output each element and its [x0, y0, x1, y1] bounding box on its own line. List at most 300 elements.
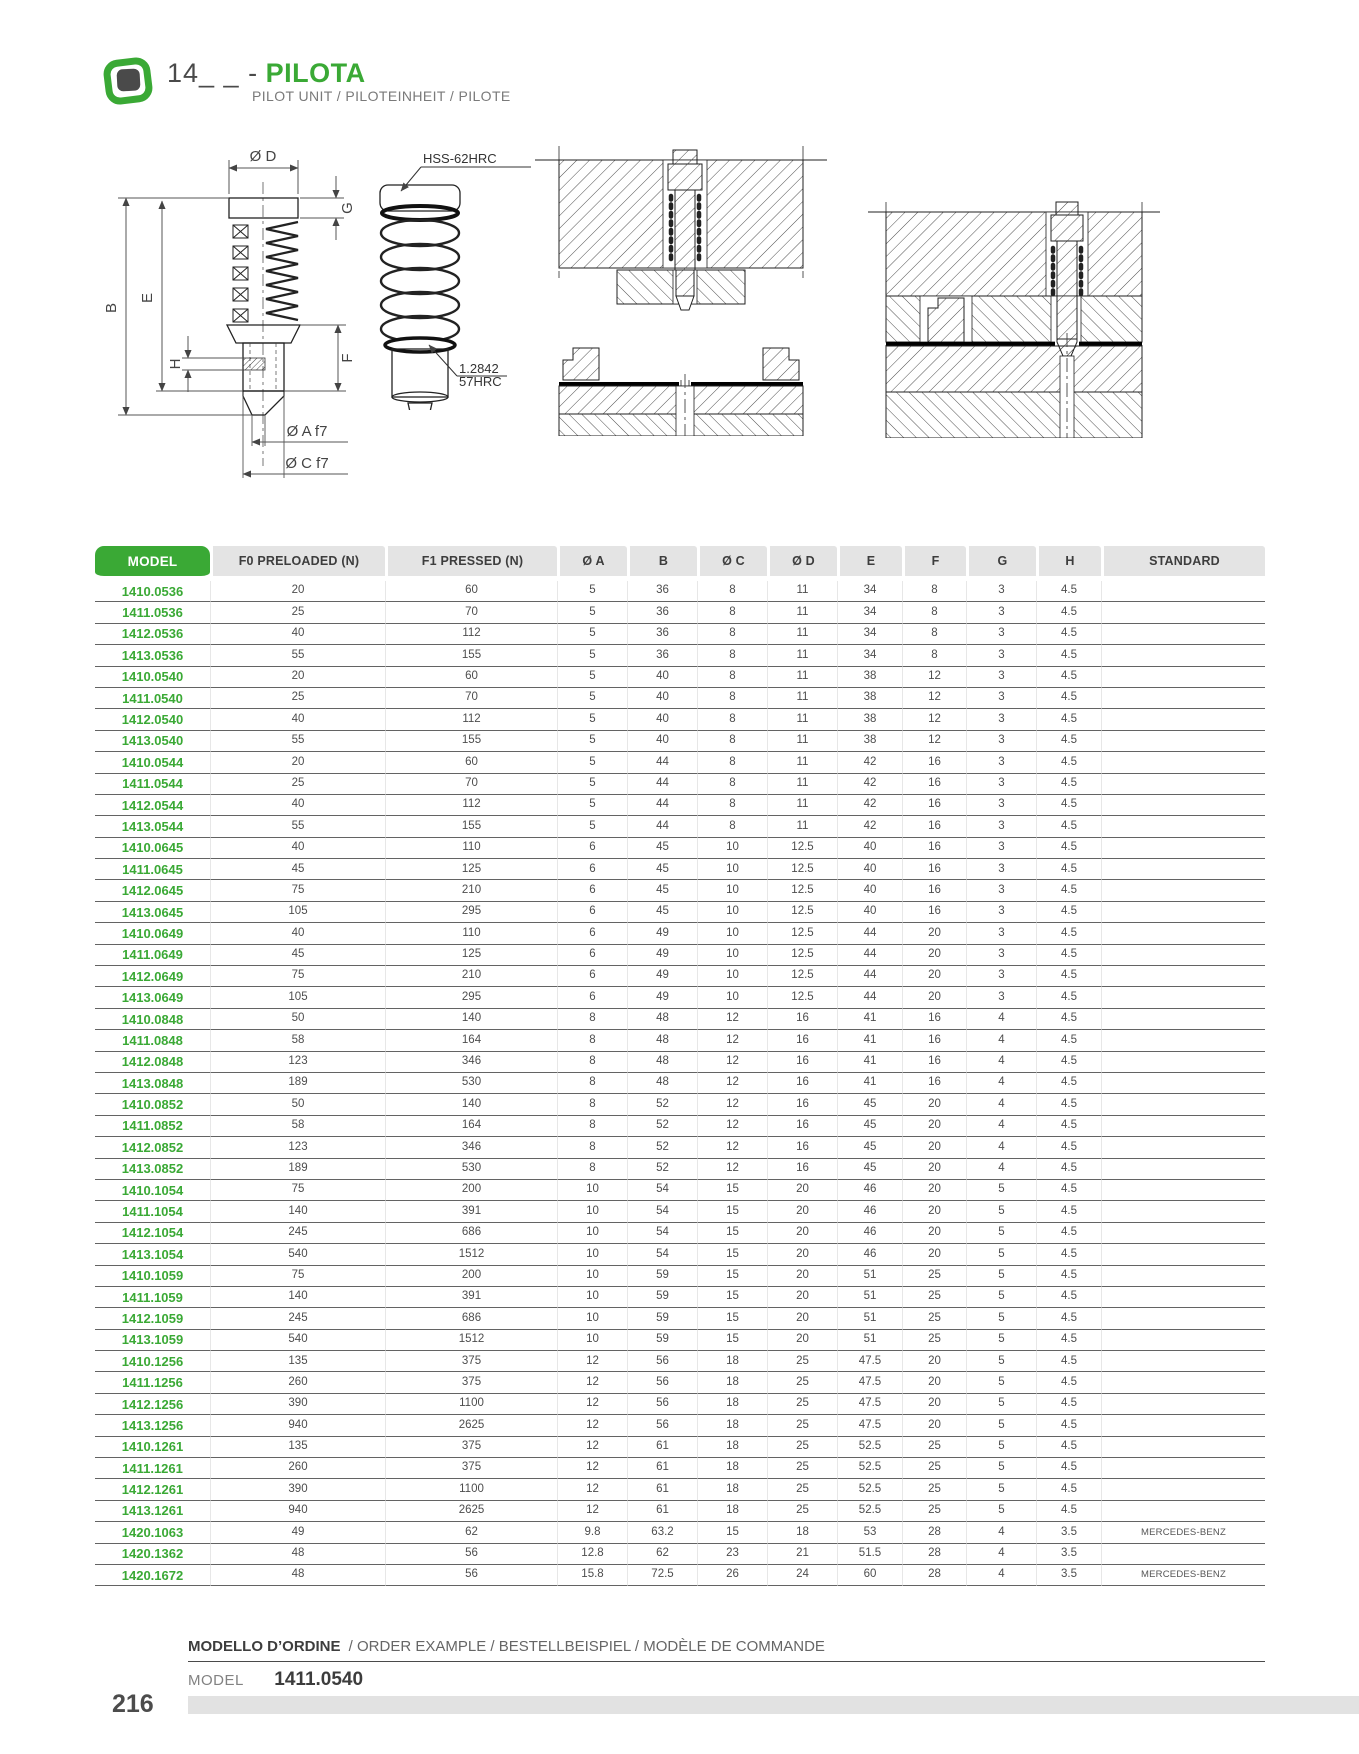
model-cell: 1413.0544	[95, 816, 210, 837]
table-row	[95, 1116, 1265, 1137]
standard-cell	[1101, 1394, 1265, 1415]
value-cell: 59	[627, 1287, 697, 1308]
model-cell: 1410.0544	[95, 752, 210, 773]
value-cell: 20	[210, 581, 385, 602]
value-cell: 5	[966, 1351, 1036, 1372]
value-cell: 4.5	[1036, 752, 1101, 773]
value-cell: 8	[697, 581, 767, 602]
model-cell: 1412.0540	[95, 709, 210, 730]
value-cell: 20	[902, 1394, 966, 1415]
value-cell: 245	[210, 1223, 385, 1244]
value-cell: 5	[966, 1437, 1036, 1458]
value-cell: 4.5	[1036, 731, 1101, 752]
value-cell: 4	[966, 1544, 1036, 1565]
value-cell: 245	[210, 1308, 385, 1329]
value-cell: 4.5	[1036, 1458, 1101, 1479]
value-cell: 59	[627, 1330, 697, 1351]
value-cell: 5	[557, 624, 627, 645]
model-cell: 1410.0848	[95, 1009, 210, 1030]
value-cell: 48	[627, 1052, 697, 1073]
value-cell: 12.8	[557, 1544, 627, 1565]
column-header-standard: STANDARD	[1101, 546, 1265, 581]
standard-cell	[1101, 880, 1265, 901]
table-row	[95, 1479, 1265, 1500]
value-cell: 20	[902, 1201, 966, 1222]
model-cell: 1412.0645	[95, 880, 210, 901]
value-cell: 6	[557, 838, 627, 859]
value-cell: 61	[627, 1458, 697, 1479]
model-cell: 1411.1059	[95, 1287, 210, 1308]
order-example-heading-translations: / ORDER EXAMPLE / BESTELLBEISPIEL / MODÈLE DE COMMANDE	[348, 1638, 825, 1655]
table-row	[95, 1330, 1265, 1351]
model-cell: 1411.0536	[95, 602, 210, 623]
value-cell: 4.5	[1036, 1308, 1101, 1329]
model-cell: 1410.0645	[95, 838, 210, 859]
value-cell: 52.5	[837, 1458, 902, 1479]
value-cell: 60	[385, 667, 557, 688]
value-cell: 164	[385, 1030, 557, 1051]
value-cell: 4.5	[1036, 1244, 1101, 1265]
standard-cell	[1101, 902, 1265, 923]
value-cell: 4.5	[1036, 1479, 1101, 1500]
value-cell: 11	[767, 752, 837, 773]
value-cell: 155	[385, 731, 557, 752]
model-cell: 1413.1261	[95, 1501, 210, 1522]
value-cell: 10	[697, 987, 767, 1008]
model-cell: 1412.1059	[95, 1308, 210, 1329]
value-cell: 8	[697, 645, 767, 666]
value-cell: 390	[210, 1479, 385, 1500]
value-cell: 4.5	[1036, 1137, 1101, 1158]
family-code: 14_ _ -	[167, 58, 259, 88]
value-cell: 36	[627, 624, 697, 645]
value-cell: 4.5	[1036, 688, 1101, 709]
standard-cell	[1101, 838, 1265, 859]
table-row	[95, 667, 1265, 688]
value-cell: 10	[697, 966, 767, 987]
table-row	[95, 1287, 1265, 1308]
value-cell: 8	[697, 624, 767, 645]
value-cell: 18	[767, 1522, 837, 1543]
value-cell: 20	[767, 1180, 837, 1201]
model-cell: 1413.0536	[95, 645, 210, 666]
value-cell: 20	[210, 667, 385, 688]
model-cell: 1420.1672	[95, 1565, 210, 1586]
value-cell: 3.5	[1036, 1544, 1101, 1565]
value-cell: 3	[966, 859, 1036, 880]
value-cell: 155	[385, 816, 557, 837]
standard-cell	[1101, 945, 1265, 966]
value-cell: 75	[210, 880, 385, 901]
value-cell: 50	[210, 1009, 385, 1030]
value-cell: 16	[902, 1009, 966, 1030]
value-cell: 25	[902, 1479, 966, 1500]
value-cell: 4	[966, 1522, 1036, 1543]
value-cell: 4.5	[1036, 795, 1101, 816]
value-cell: 16	[902, 902, 966, 923]
value-cell: 3	[966, 581, 1036, 602]
value-cell: 59	[627, 1266, 697, 1287]
column-header-f: F	[902, 546, 966, 581]
model-cell: 1413.0645	[95, 902, 210, 923]
value-cell: 12	[557, 1501, 627, 1522]
value-cell: 40	[837, 880, 902, 901]
value-cell: 8	[697, 816, 767, 837]
value-cell: 164	[385, 1116, 557, 1137]
value-cell: 44	[837, 966, 902, 987]
value-cell: 12	[902, 709, 966, 730]
value-cell: 3	[966, 667, 1036, 688]
value-cell: 110	[385, 923, 557, 944]
model-cell: 1413.1054	[95, 1244, 210, 1265]
table-row	[95, 966, 1265, 987]
value-cell: 4.5	[1036, 859, 1101, 880]
value-cell: 25	[767, 1394, 837, 1415]
value-cell: 40	[210, 709, 385, 730]
value-cell: 3	[966, 966, 1036, 987]
value-cell: 4	[966, 1159, 1036, 1180]
table-row	[95, 1073, 1265, 1094]
model-cell: 1411.1054	[95, 1201, 210, 1222]
standard-cell	[1101, 1030, 1265, 1051]
order-model-value: 1411.0540	[274, 1669, 364, 1690]
value-cell: 61	[627, 1437, 697, 1458]
table-row	[95, 1544, 1265, 1565]
value-cell: 18	[697, 1501, 767, 1522]
value-cell: 8	[557, 1009, 627, 1030]
value-cell: 12.5	[767, 859, 837, 880]
page-subtitle: PILOT UNIT / PILOTEINHEIT / PILOTE	[252, 88, 511, 104]
value-cell: 38	[837, 731, 902, 752]
value-cell: 45	[210, 859, 385, 880]
value-cell: 20	[767, 1201, 837, 1222]
order-model-label: MODEL	[188, 1672, 244, 1689]
value-cell: 4	[966, 1094, 1036, 1115]
value-cell: 56	[627, 1394, 697, 1415]
column-header-e: E	[837, 546, 902, 581]
value-cell: 56	[627, 1415, 697, 1436]
value-cell: 16	[902, 859, 966, 880]
model-cell: 1413.0649	[95, 987, 210, 1008]
value-cell: 44	[837, 923, 902, 944]
value-cell: 10	[557, 1180, 627, 1201]
value-cell: 51	[837, 1266, 902, 1287]
value-cell: 40	[210, 923, 385, 944]
value-cell: 1100	[385, 1479, 557, 1500]
value-cell: 20	[902, 923, 966, 944]
value-cell: 23	[697, 1544, 767, 1565]
value-cell: 5	[966, 1372, 1036, 1393]
value-cell: 6	[557, 987, 627, 1008]
value-cell: 8	[697, 752, 767, 773]
value-cell: 540	[210, 1244, 385, 1265]
value-cell: 40	[210, 624, 385, 645]
table-row	[95, 1201, 1265, 1222]
value-cell: 49	[210, 1522, 385, 1543]
value-cell: 4.5	[1036, 1201, 1101, 1222]
value-cell: 11	[767, 816, 837, 837]
column-header-b: B	[627, 546, 697, 581]
value-cell: 61	[627, 1501, 697, 1522]
value-cell: 8	[557, 1094, 627, 1115]
value-cell: 5	[966, 1458, 1036, 1479]
value-cell: 189	[210, 1073, 385, 1094]
value-cell: 52	[627, 1094, 697, 1115]
value-cell: 56	[385, 1544, 557, 1565]
value-cell: 25	[902, 1308, 966, 1329]
dim-label-c: Ø C f7	[285, 455, 329, 472]
value-cell: 49	[627, 923, 697, 944]
table-row	[95, 1351, 1265, 1372]
value-cell: 11	[767, 602, 837, 623]
value-cell: 61	[627, 1479, 697, 1500]
model-cell: 1420.1063	[95, 1522, 210, 1543]
standard-cell: MERCEDES-BENZ	[1101, 1565, 1265, 1586]
standard-cell	[1101, 1116, 1265, 1137]
value-cell: 10	[697, 923, 767, 944]
value-cell: 375	[385, 1458, 557, 1479]
value-cell: 16	[767, 1116, 837, 1137]
value-cell: 4	[966, 1052, 1036, 1073]
value-cell: 47.5	[837, 1394, 902, 1415]
standard-cell	[1101, 1415, 1265, 1436]
value-cell: 12	[902, 731, 966, 752]
table-row	[95, 987, 1265, 1008]
value-cell: 48	[627, 1009, 697, 1030]
value-cell: 4.5	[1036, 1094, 1101, 1115]
value-cell: 1512	[385, 1244, 557, 1265]
standard-cell	[1101, 1501, 1265, 1522]
table-row	[95, 1565, 1265, 1586]
dimension-drawing	[100, 130, 370, 480]
value-cell: 36	[627, 602, 697, 623]
value-cell: 34	[837, 645, 902, 666]
value-cell: 4.5	[1036, 645, 1101, 666]
value-cell: 260	[210, 1372, 385, 1393]
value-cell: 20	[767, 1244, 837, 1265]
value-cell: 8	[697, 667, 767, 688]
value-cell: 11	[767, 581, 837, 602]
material-label: 1.2842	[459, 361, 499, 376]
value-cell: 56	[385, 1565, 557, 1586]
value-cell: 48	[210, 1565, 385, 1586]
value-cell: 16	[902, 880, 966, 901]
standard-cell	[1101, 1159, 1265, 1180]
value-cell: 5	[966, 1266, 1036, 1287]
model-cell: 1411.0649	[95, 945, 210, 966]
value-cell: 12	[697, 1137, 767, 1158]
value-cell: 15	[697, 1223, 767, 1244]
value-cell: 38	[837, 688, 902, 709]
value-cell: 24	[767, 1565, 837, 1586]
value-cell: 20	[902, 1116, 966, 1137]
model-cell: 1410.1054	[95, 1180, 210, 1201]
standard-cell	[1101, 1094, 1265, 1115]
value-cell: 10	[557, 1330, 627, 1351]
value-cell: 40	[627, 688, 697, 709]
value-cell: 189	[210, 1159, 385, 1180]
value-cell: 52.5	[837, 1479, 902, 1500]
table-row	[95, 859, 1265, 880]
value-cell: 42	[837, 816, 902, 837]
value-cell: 55	[210, 816, 385, 837]
value-cell: 49	[627, 945, 697, 966]
value-cell: 40	[627, 709, 697, 730]
value-cell: 20	[767, 1308, 837, 1329]
value-cell: 10	[557, 1223, 627, 1244]
value-cell: 686	[385, 1223, 557, 1244]
value-cell: 135	[210, 1351, 385, 1372]
model-cell: 1410.1261	[95, 1437, 210, 1458]
value-cell: 20	[767, 1266, 837, 1287]
value-cell: 4.5	[1036, 945, 1101, 966]
value-cell: 4.5	[1036, 602, 1101, 623]
standard-cell	[1101, 1201, 1265, 1222]
value-cell: 8	[557, 1052, 627, 1073]
value-cell: 11	[767, 731, 837, 752]
table-row	[95, 1180, 1265, 1201]
value-cell: 8	[697, 602, 767, 623]
value-cell: 49	[627, 966, 697, 987]
model-cell: 1413.0848	[95, 1073, 210, 1094]
value-cell: 375	[385, 1437, 557, 1458]
value-cell: 25	[902, 1437, 966, 1458]
value-cell: 56	[627, 1372, 697, 1393]
standard-cell	[1101, 581, 1265, 602]
value-cell: 52	[627, 1159, 697, 1180]
value-cell: 5	[557, 667, 627, 688]
value-cell: 51	[837, 1330, 902, 1351]
value-cell: 3	[966, 838, 1036, 859]
table-row	[95, 945, 1265, 966]
value-cell: 5	[966, 1180, 1036, 1201]
column-header-model: MODEL	[95, 546, 210, 581]
model-cell: 1412.1054	[95, 1223, 210, 1244]
dim-label-e: E	[139, 292, 156, 304]
standard-cell	[1101, 752, 1265, 773]
table-row	[95, 923, 1265, 944]
page-number: 216	[112, 1690, 154, 1718]
value-cell: 36	[627, 581, 697, 602]
value-cell: 10	[557, 1244, 627, 1265]
value-cell: 4.5	[1036, 1116, 1101, 1137]
value-cell: 28	[902, 1544, 966, 1565]
value-cell: 530	[385, 1073, 557, 1094]
value-cell: 20	[902, 1351, 966, 1372]
standard-cell	[1101, 1009, 1265, 1030]
column-header-a: Ø A	[557, 546, 627, 581]
model-cell: 1413.1059	[95, 1330, 210, 1351]
value-cell: 50	[210, 1094, 385, 1115]
value-cell: 53	[837, 1522, 902, 1543]
value-cell: 5	[557, 752, 627, 773]
table-row	[95, 602, 1265, 623]
value-cell: 58	[210, 1030, 385, 1051]
value-cell: 4.5	[1036, 966, 1101, 987]
value-cell: 4.5	[1036, 1223, 1101, 1244]
value-cell: 540	[210, 1330, 385, 1351]
value-cell: 15	[697, 1201, 767, 1222]
value-cell: 16	[902, 795, 966, 816]
table-row	[95, 1394, 1265, 1415]
value-cell: 140	[210, 1287, 385, 1308]
value-cell: 16	[902, 774, 966, 795]
value-cell: 10	[697, 859, 767, 880]
value-cell: 4.5	[1036, 816, 1101, 837]
value-cell: 105	[210, 987, 385, 1008]
value-cell: 4.5	[1036, 923, 1101, 944]
standard-cell	[1101, 1180, 1265, 1201]
value-cell: 12	[557, 1351, 627, 1372]
value-cell: 60	[385, 752, 557, 773]
value-cell: 686	[385, 1308, 557, 1329]
value-cell: 52.5	[837, 1501, 902, 1522]
value-cell: 3	[966, 752, 1036, 773]
value-cell: 16	[902, 752, 966, 773]
table-row	[95, 731, 1265, 752]
model-cell: 1410.0536	[95, 581, 210, 602]
value-cell: 375	[385, 1351, 557, 1372]
value-cell: 6	[557, 966, 627, 987]
value-cell: 5	[557, 581, 627, 602]
die-section-open-drawing	[535, 138, 827, 436]
dim-label-b: B	[103, 302, 120, 314]
value-cell: 4.5	[1036, 1415, 1101, 1436]
value-cell: 41	[837, 1009, 902, 1030]
value-cell: 4.5	[1036, 1073, 1101, 1094]
value-cell: 16	[767, 1009, 837, 1030]
value-cell: 112	[385, 624, 557, 645]
table-row	[95, 1244, 1265, 1265]
value-cell: 16	[902, 816, 966, 837]
value-cell: 48	[210, 1544, 385, 1565]
value-cell: 12	[697, 1159, 767, 1180]
value-cell: 12.5	[767, 838, 837, 859]
value-cell: 25	[902, 1266, 966, 1287]
value-cell: 70	[385, 602, 557, 623]
value-cell: 10	[697, 838, 767, 859]
value-cell: 8	[557, 1073, 627, 1094]
standard-cell	[1101, 1330, 1265, 1351]
value-cell: 4.5	[1036, 709, 1101, 730]
value-cell: 54	[627, 1180, 697, 1201]
table-row	[95, 795, 1265, 816]
value-cell: 375	[385, 1372, 557, 1393]
value-cell: 46	[837, 1201, 902, 1222]
model-cell: 1412.1256	[95, 1394, 210, 1415]
value-cell: 5	[557, 709, 627, 730]
value-cell: 4.5	[1036, 880, 1101, 901]
page-heading	[167, 58, 366, 89]
standard-cell	[1101, 1052, 1265, 1073]
value-cell: 20	[902, 1244, 966, 1265]
order-example-heading	[188, 1638, 825, 1655]
standard-cell	[1101, 1244, 1265, 1265]
value-cell: 5	[557, 795, 627, 816]
value-cell: 41	[837, 1030, 902, 1051]
value-cell: 15	[697, 1244, 767, 1265]
value-cell: 11	[767, 667, 837, 688]
dim-label-g: G	[339, 202, 356, 214]
value-cell: 70	[385, 774, 557, 795]
value-cell: 47.5	[837, 1372, 902, 1393]
model-cell: 1410.0540	[95, 667, 210, 688]
value-cell: 16	[902, 1073, 966, 1094]
value-cell: 5	[966, 1201, 1036, 1222]
value-cell: 10	[697, 945, 767, 966]
value-cell: 42	[837, 752, 902, 773]
value-cell: 10	[697, 880, 767, 901]
